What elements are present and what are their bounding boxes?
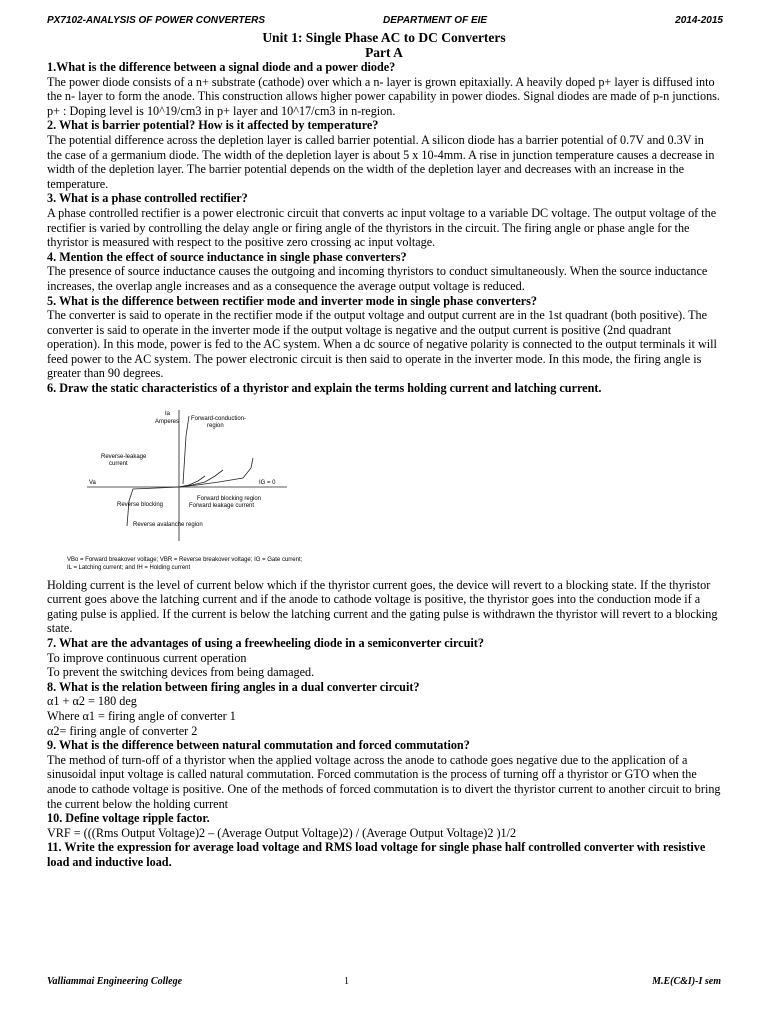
figure-caption-line-1: VBo = Forward breakover voltage; VBR = Reverse breakover voltage; IG = Gate current; [67,556,303,563]
answer-9: The method of turn-off of a thyristor when the applied voltage across the anode to cathode goes negative due to the application of a sinusoidal input voltage is called natural commutation. Forced commutation is the process of turning off a thyristor or GTO when the anode to cathode voltage is positive. One of the methods of forced commutation is to divert the thyristor current to another circuit to bring the current below the holding current [47,752,721,811]
question-11: 11. Write the expression for average load voltage and RMS load voltage for single phase half controlled converter with resistive load and inductive load. [47,840,706,869]
question-8: 8. What is the relation between firing angles in a dual converter circuit? [47,679,420,694]
answer-7-line-2: To prevent the switching devices from being damaged. [47,665,315,680]
question-9: 9. What is the difference between natural commutation and forced commutation? [47,738,470,753]
footer-semester: M.E(C&I)-I sem [652,976,721,987]
forward-conduction-region-label: region [207,422,224,429]
forward-blocking-label: Forward blocking region [197,495,262,502]
thyristor-vi-curve [47,396,347,578]
answer-8-line-3: α2= firing angle of converter 2 [47,723,198,738]
footer-page-number: 1 [344,976,349,987]
answer-6: Holding current is the level of current below which if the thyristor current goes, the device will revert to a blocking state. If the thyristor current goes above the latching current and if the anode to cathode voltage is positive, the thyristor goes into the conduction mode if a gating pulse is applied. If the current is below the latching current and the gating pulse is withdrawn the thyristor will revert to a blocking state. [47,577,718,636]
answer-2: The potential difference across the depletion layer is called barrier potential. A silicon diode has a barrier potential of 0.7V and 0.3V in the case of a germanium diode. The width of the depletion layer is about 5 x 10-4mm. A rise in junction temperature causes a decrease in width of the depletion layer. The barrier potential depends on the width of the depletion layer and decreases with an increase in the temperature. [47,132,715,191]
question-3: 3. What is a phase controlled rectifier? [47,191,248,206]
question-5: 5. What is the difference between rectifier mode and inverter mode in single phase converters? [47,293,538,308]
forward-conduction-label: Forward-conduction- [191,415,247,422]
question-6: 6. Draw the static characteristics of a thyristor and explain the terms holding current and latching current. [47,381,602,396]
gate-current-zero-label: IG = 0 [259,479,276,486]
axis-va-label: Va [89,479,96,486]
reverse-avalanche-label: Reverse avalanche region [133,521,203,528]
question-2: 2. What is barrier potential? How is it affected by temperature? [47,118,379,133]
answer-7-line-1: To improve continuous current operation [47,650,247,665]
answer-4: The presence of source inductance causes the outgoing and incoming thyristors to conduct simultaneously. When the source inductance increases, the overlap angle increases and as a consequence the average output voltage is reduced. [47,264,708,293]
document-body [47,60,721,870]
thyristor-characteristics-figure [47,396,721,578]
part-title: Part A [365,45,403,60]
answer-3: A phase controlled rectifier is a power electronic circuit that converts ac input voltage to a variable DC voltage. The output voltage of the rectifier is varied by controlling the delay angle or firing angle of the thyristors in the circuit. The firing angle or phase angle for the thyristor is measured with respect to the positive zero crossing ac input voltage. [47,205,717,250]
axis-ia-label: Ia [165,410,171,417]
answer-5: The converter is said to operate in the rectifier mode if the output voltage and output current are in the 1st quadrant (both positive). The converter is said to operate in the inverter mode if the output voltage is negative and the output current is positive (2nd quadrant operation). In this mode, power is fed to the AC system. When a dc source of negative polarity is connected to the output terminals it will feed power to the AC system. The power electronic circuit is then said to operate in the inverter mode. In this mode, the firing angle is greater than 90 degrees. [47,308,717,381]
header-year: 2014-2015 [675,15,723,26]
header-course: PX7102-ANALYSIS OF POWER CONVERTERS [47,15,266,26]
header-department: DEPARTMENT OF EIE [383,15,488,26]
footer-college: Valliammai Engineering College [47,976,183,987]
reverse-blocking-label: Reverse blocking [117,501,164,508]
unit-title: Unit 1: Single Phase AC to DC Converters [262,30,506,45]
answer-8-line-2: Where α1 = firing angle of converter 1 [47,709,236,723]
question-4: 4. Mention the effect of source inductance in single phase converters? [47,249,407,264]
page-header [47,15,721,31]
question-7: 7. What are the advantages of using a freewheeling diode in a semiconverter circuit? [47,636,484,651]
question-1: 1.What is the difference between a signal diode and a power diode? [47,60,396,74]
question-10: 10. Define voltage ripple factor. [47,811,210,826]
answer-10: VRF = (((Rms Output Voltage)2 – (Average Output Voltage)2) / (Average Output Voltage)2 )1/2 [47,825,517,840]
forward-leakage-label: Forward leakage current [189,502,255,509]
figure-caption-line-2: IL = Latching current; and IH = Holding current [67,564,191,571]
answer-8-line-1: α1 + α2 = 180 deg [47,694,137,709]
answer-1: The power diode consists of a n+ substrate (cathode) over which a n- layer is grown epitaxially. A heavily doped p+ layer is diffused into the n- layer to form the anode. This construction allows higher power capability in power diodes. Signal diodes are made of p-n junctions. p+ : Doping level is 10^19/cm3 in p+ layer and 10^17/cm3 in n-region. [47,74,720,118]
axis-amperes-label: Amperes [155,418,180,425]
reverse-leakage-current-label: current [109,460,128,467]
reverse-leakage-label: Reverse-leakage [101,453,147,460]
